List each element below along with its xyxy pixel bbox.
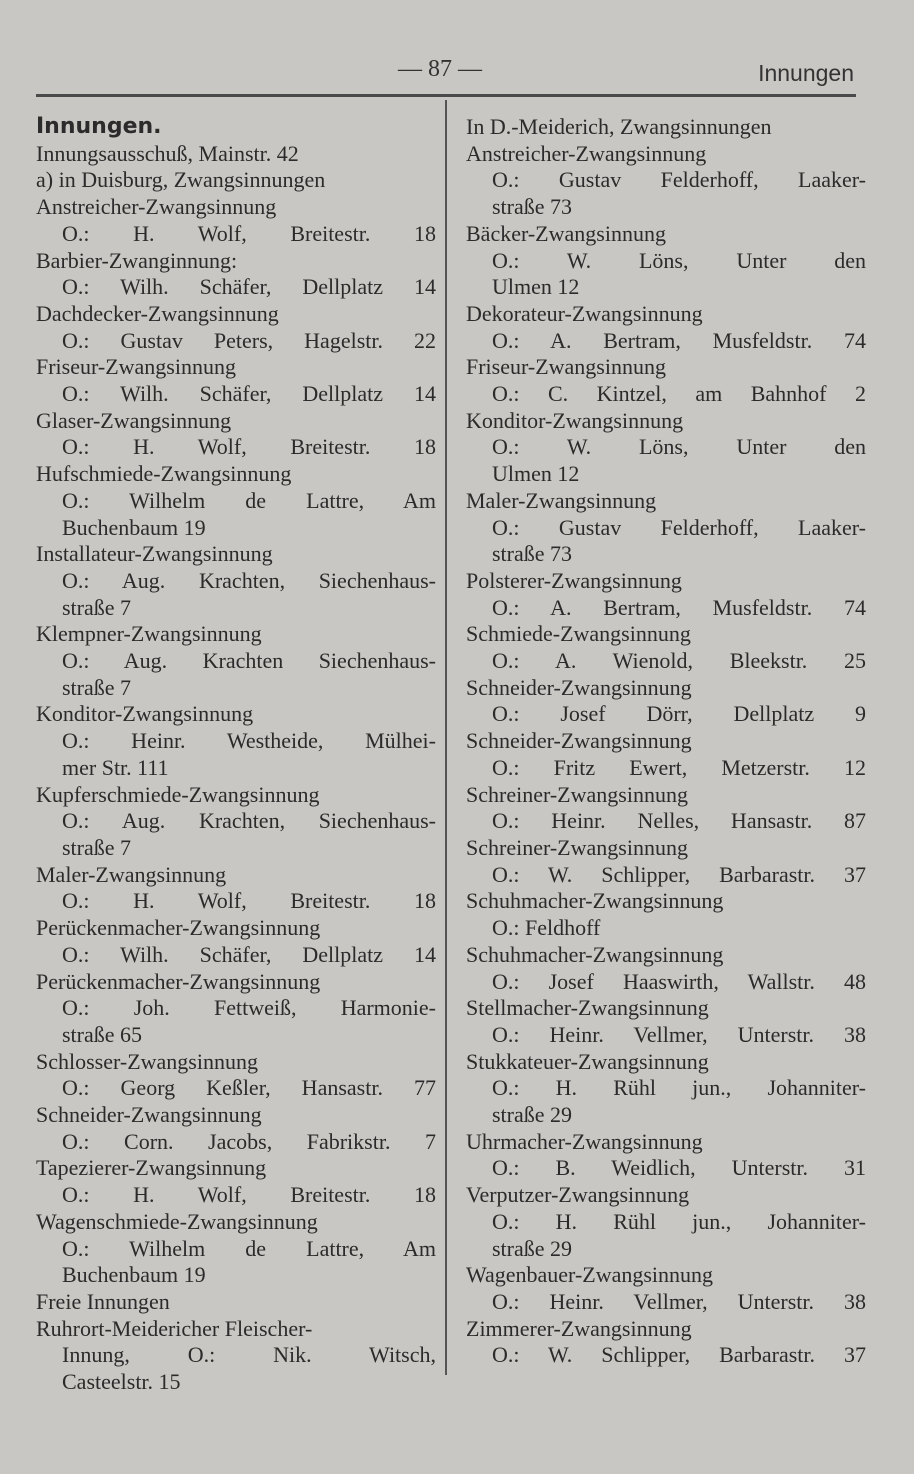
address-continuation-line: straße 73 <box>492 194 573 220</box>
left-column <box>36 114 436 1396</box>
header-rule <box>36 94 856 97</box>
guild-name-line: Schneider-Zwangsinnung <box>36 1102 262 1128</box>
guild-name-line: Maler-Zwangsinnung <box>36 861 227 887</box>
chairman-address-line: O.: Corn. Jacobs, Fabrikstr. 7 <box>62 1128 436 1154</box>
chairman-address-line: O.: Gustav Felderhoff, Laaker- <box>492 514 866 540</box>
chairman-address-line: O.: A. Bertram, Musfeldstr. 74 <box>492 594 866 620</box>
guild-name-line: Wagenschmiede-Zwangsinnung <box>36 1208 318 1234</box>
chairman-address-line: O.: Heinr. Vellmer, Unterstr. 38 <box>492 1021 866 1047</box>
chairman-address-line: O.: Heinr. Westheide, Mülhei- <box>62 728 436 754</box>
address-continuation-line: Ulmen 12 <box>492 461 580 487</box>
chairman-address-line: O.: Gustav Felderhoff, Laaker- <box>492 167 866 193</box>
chairman-address-line: O.: Wilhelm de Lattre, Am <box>62 487 436 513</box>
guild-name-line: Ruhrort-Meidericher Fleischer- <box>36 1315 313 1341</box>
chairman-address-line: O.: Gustav Peters, Hagelstr. 22 <box>62 327 436 353</box>
guild-name-line: Friseur-Zwangsinnung <box>466 354 666 380</box>
guild-name-line: Verputzer-Zwangsinnung <box>466 1182 690 1208</box>
guild-name-line: Dekorateur-Zwangsinnung <box>466 300 703 326</box>
address-continuation-line: straße 7 <box>62 834 132 860</box>
guild-name-line: Freie Innungen <box>36 1288 170 1314</box>
chairman-address-line: O.: C. Kintzel, am Bahnhof 2 <box>492 381 866 407</box>
chairman-address-line: O.: Wilh. Schäfer, Dellplatz 14 <box>62 274 436 300</box>
guild-name-line: Dachdecker-Zwangsinnung <box>36 300 279 326</box>
chairman-address-line: O.: W. Löns, Unter den <box>492 247 866 273</box>
chairman-address-line: Innung, O.: Nik. Witsch, <box>62 1342 436 1368</box>
chairman-address-line: O.: H. Wolf, Breitestr. 18 <box>62 434 436 460</box>
guild-name-line: Schlosser-Zwangsinnung <box>36 1048 258 1074</box>
chairman-address-line: O.: Heinr. Vellmer, Unterstr. 38 <box>492 1288 866 1314</box>
guild-name-line: Schuhmacher-Zwangsinnung <box>466 941 724 967</box>
address-continuation-line: mer Str. 111 <box>62 754 169 780</box>
guild-name-line: Anstreicher-Zwangsinnung <box>466 140 707 166</box>
chairman-address-line: O.: Heinr. Nelles, Hansastr. 87 <box>492 808 866 834</box>
guild-name-line: Perückenmacher-Zwangsinnung <box>36 968 321 994</box>
right-column <box>466 114 866 1369</box>
chairman-address-line: O.: H. Wolf, Breitestr. 18 <box>62 888 436 914</box>
guild-name-line: Stellmacher-Zwangsinnung <box>466 995 709 1021</box>
guild-name-line: Zimmerer-Zwangsinnung <box>466 1315 692 1341</box>
guild-name-line: Konditor-Zwangsinnung <box>36 701 254 727</box>
address-continuation-line: straße 73 <box>492 541 573 567</box>
section-heading: Innungen. <box>36 114 162 139</box>
guild-name-line: Schreiner-Zwangsinnung <box>466 834 688 860</box>
guild-name-line: Wagenbauer-Zwangsinnung <box>466 1262 714 1288</box>
chairman-address-line: O.: H. Rühl jun., Johanniter- <box>492 1075 866 1101</box>
address-continuation-line: Ulmen 12 <box>492 274 580 300</box>
chairman-address-line: O.: W. Schlipper, Barbarastr. 37 <box>492 1342 866 1368</box>
guild-name-line: a) in Duisburg, Zwangsinnungen <box>36 167 326 193</box>
guild-name-line: Konditor-Zwangsinnung <box>466 407 684 433</box>
chairman-address-line: O.: Aug. Krachten, Siechenhaus- <box>62 567 436 593</box>
guild-name-line: Schmiede-Zwangsinnung <box>466 621 691 647</box>
guild-name-line: Anstreicher-Zwangsinnung <box>36 194 277 220</box>
chairman-address-line: O.: H. Rühl jun., Johanniter- <box>492 1208 866 1234</box>
guild-name-line: Perückenmacher-Zwangsinnung <box>36 915 321 941</box>
guild-name-line: Klempner-Zwangsinnung <box>36 621 262 647</box>
chairman-address-line: O.: Georg Keßler, Hansastr. 77 <box>62 1075 436 1101</box>
chairman-address-line: O.: Fritz Ewert, Metzerstr. 12 <box>492 754 866 780</box>
chairman-address-line: O.: Aug. Krachten, Siechenhaus- <box>62 808 436 834</box>
chairman-address-line: O.: Aug. Krachten Siechenhaus- <box>62 648 436 674</box>
chairman-address-line: O.: B. Weidlich, Unterstr. 31 <box>492 1155 866 1181</box>
chairman-address-line: O.: Josef Haaswirth, Wallstr. 48 <box>492 968 866 994</box>
address-continuation-line: straße 7 <box>62 594 132 620</box>
guild-name-line: Barbier-Zwanginnung: <box>36 247 238 273</box>
chairman-address-line: O.: Josef Dörr, Dellplatz 9 <box>492 701 866 727</box>
address-continuation-line: Casteelstr. 15 <box>62 1369 181 1395</box>
guild-name-line: Uhrmacher-Zwangsinnung <box>466 1128 703 1154</box>
guild-name-line: Bäcker-Zwangsinnung <box>466 220 666 246</box>
chairman-address-line: O.: A. Bertram, Musfeldstr. 74 <box>492 327 866 353</box>
chairman-address-line: O.: Wilhelm de Lattre, Am <box>62 1235 436 1261</box>
chairman-address-line: O.: W. Löns, Unter den <box>492 434 866 460</box>
guild-name-line: Innungsausschuß, Mainstr. 42 <box>36 140 299 166</box>
guild-name-line: Stukkateuer-Zwangsinnung <box>466 1048 709 1074</box>
guild-name-line: Schreiner-Zwangsinnung <box>466 781 688 807</box>
chairman-address-line: O.: Wilh. Schäfer, Dellplatz 14 <box>62 941 436 967</box>
guild-name-line: Schneider-Zwangsinnung <box>466 674 692 700</box>
address-continuation-line: O.: Feldhoff <box>492 915 601 941</box>
guild-name-line: Schuhmacher-Zwangsinnung <box>466 888 724 914</box>
address-continuation-line: straße 29 <box>492 1235 573 1261</box>
column-divider <box>445 100 447 1375</box>
address-continuation-line: straße 7 <box>62 674 132 700</box>
guild-name-line: In D.-Meiderich, Zwangsinnungen <box>466 114 772 139</box>
guild-name-line: Polsterer-Zwangsinnung <box>466 567 682 593</box>
chairman-address-line: O.: A. Wienold, Bleekstr. 25 <box>492 648 866 674</box>
guild-name-line: Tapezierer-Zwangsinnung <box>36 1155 267 1181</box>
address-continuation-line: straße 65 <box>62 1021 143 1047</box>
guild-name-line: Kupferschmiede-Zwangsinnung <box>36 781 320 807</box>
chairman-address-line: O.: H. Wolf, Breitestr. 18 <box>62 220 436 246</box>
address-continuation-line: Buchenbaum 19 <box>62 1262 206 1288</box>
guild-name-line: Schneider-Zwangsinnung <box>466 728 692 754</box>
guild-name-line: Friseur-Zwangsinnung <box>36 354 236 380</box>
address-continuation-line: straße 29 <box>492 1102 573 1128</box>
running-head: Innungen <box>758 60 854 86</box>
chairman-address-line: O.: W. Schlipper, Barbarastr. 37 <box>492 861 866 887</box>
chairman-address-line: O.: H. Wolf, Breitestr. 18 <box>62 1182 436 1208</box>
page-number: — 87 — <box>398 56 482 82</box>
guild-name-line: Hufschmiede-Zwangsinnung <box>36 461 292 487</box>
guild-name-line: Glaser-Zwangsinnung <box>36 407 232 433</box>
guild-name-line: Maler-Zwangsinnung <box>466 487 657 513</box>
address-continuation-line: Buchenbaum 19 <box>62 514 206 540</box>
chairman-address-line: O.: Wilh. Schäfer, Dellplatz 14 <box>62 381 436 407</box>
guild-name-line: Installateur-Zwangsinnung <box>36 541 273 567</box>
chairman-address-line: O.: Joh. Fettweiß, Harmonie- <box>62 995 436 1021</box>
